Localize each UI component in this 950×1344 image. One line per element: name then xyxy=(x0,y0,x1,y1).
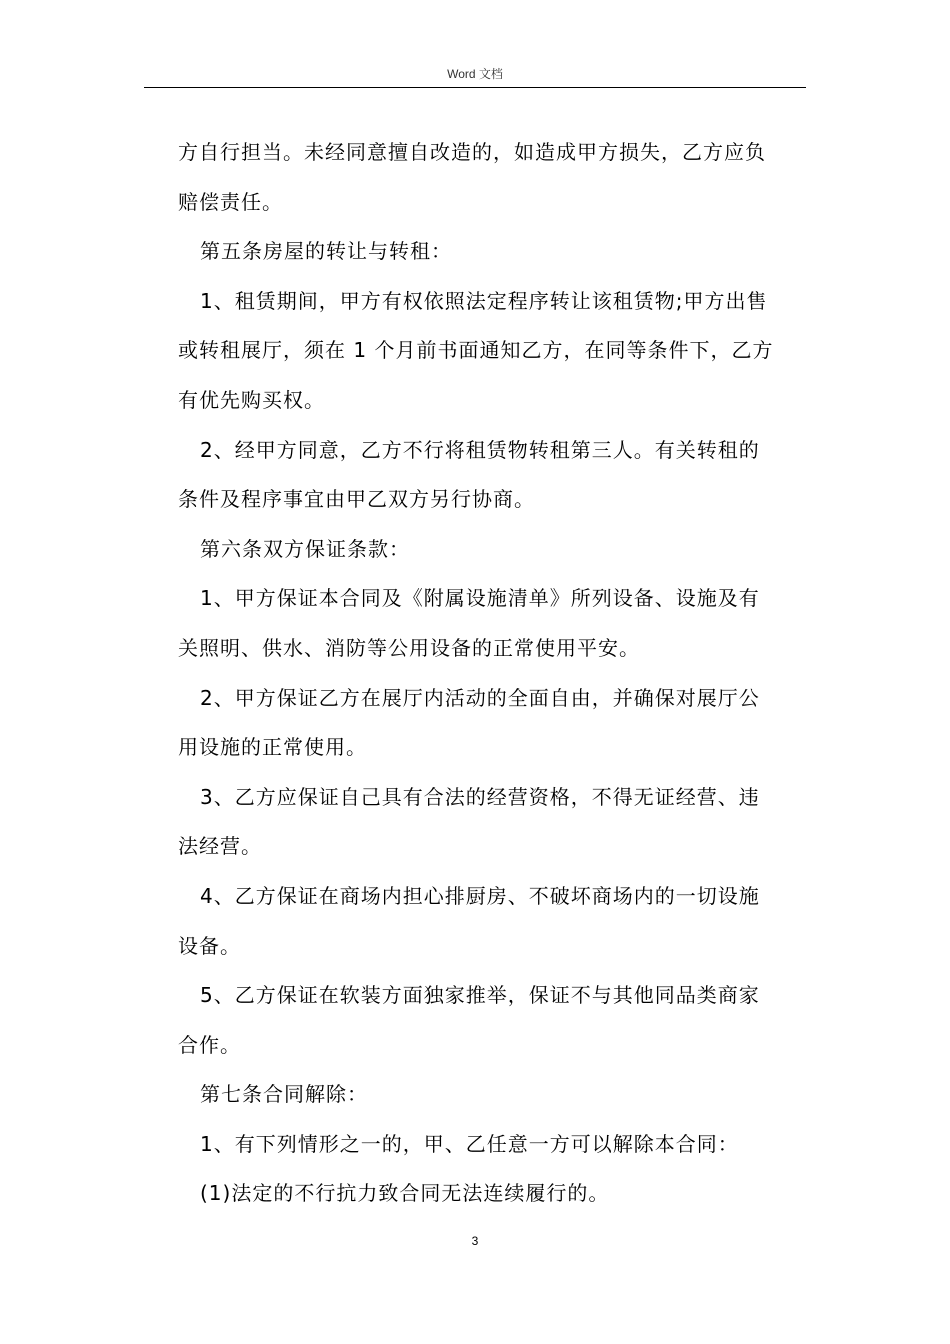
body-line: 5、乙方保证在软装方面独家推举，保证不与其他同品类商家 xyxy=(200,983,760,1008)
section-heading: 第六条双方保证条款： xyxy=(200,536,410,561)
header-divider xyxy=(144,87,806,88)
body-line: 或转租展厅，须在 1 个月前书面通知乙方，在同等条件下，乙方 xyxy=(178,338,774,363)
document-body xyxy=(178,128,798,1219)
page-header-title: Word 文档 xyxy=(447,67,503,81)
body-line: 1、有下列情形之一的，甲、乙任意一方可以解除本合同： xyxy=(200,1131,739,1156)
body-line: 设备。 xyxy=(178,933,241,958)
body-line: 有优先购买权。 xyxy=(178,387,325,412)
body-line: 2、甲方保证乙方在展厅内活动的全面自由，并确保对展厅公 xyxy=(200,685,760,710)
body-line: 方自行担当。未经同意擅自改造的，如造成甲方损失，乙方应负 xyxy=(178,140,766,164)
body-line: 合作。 xyxy=(178,1032,241,1057)
body-line: 条件及程序事宜由甲乙双方另行协商。 xyxy=(178,487,535,512)
body-line: 1、甲方保证本合同及《附属设施清单》所列设备、设施及有 xyxy=(200,586,760,611)
body-line: (1)法定的不行抗力致合同无法连续履行的。 xyxy=(200,1181,610,1206)
body-line: 法经营。 xyxy=(178,834,262,859)
page-number: 3 xyxy=(471,1234,479,1248)
body-line: 用设施的正常使用。 xyxy=(178,735,367,760)
body-line: 4、乙方保证在商场内担心排厨房、不破坏商场内的一切设施 xyxy=(200,883,760,908)
body-line: 2、经甲方同意，乙方不行将租赁物转租第三人。有关转租的 xyxy=(200,437,760,462)
body-line: 3、乙方应保证自己具有合法的经营资格，不得无证经营、违 xyxy=(200,784,760,809)
body-line: 关照明、供水、消防等公用设备的正常使用平安。 xyxy=(178,635,640,660)
body-line: 赔偿责任。 xyxy=(178,189,283,214)
body-line: 1、租赁期间，甲方有权依照法定程序转让该租赁物;甲方出售 xyxy=(200,288,768,313)
section-heading: 第七条合同解除： xyxy=(200,1082,368,1107)
section-heading: 第五条房屋的转让与转租： xyxy=(200,239,452,264)
